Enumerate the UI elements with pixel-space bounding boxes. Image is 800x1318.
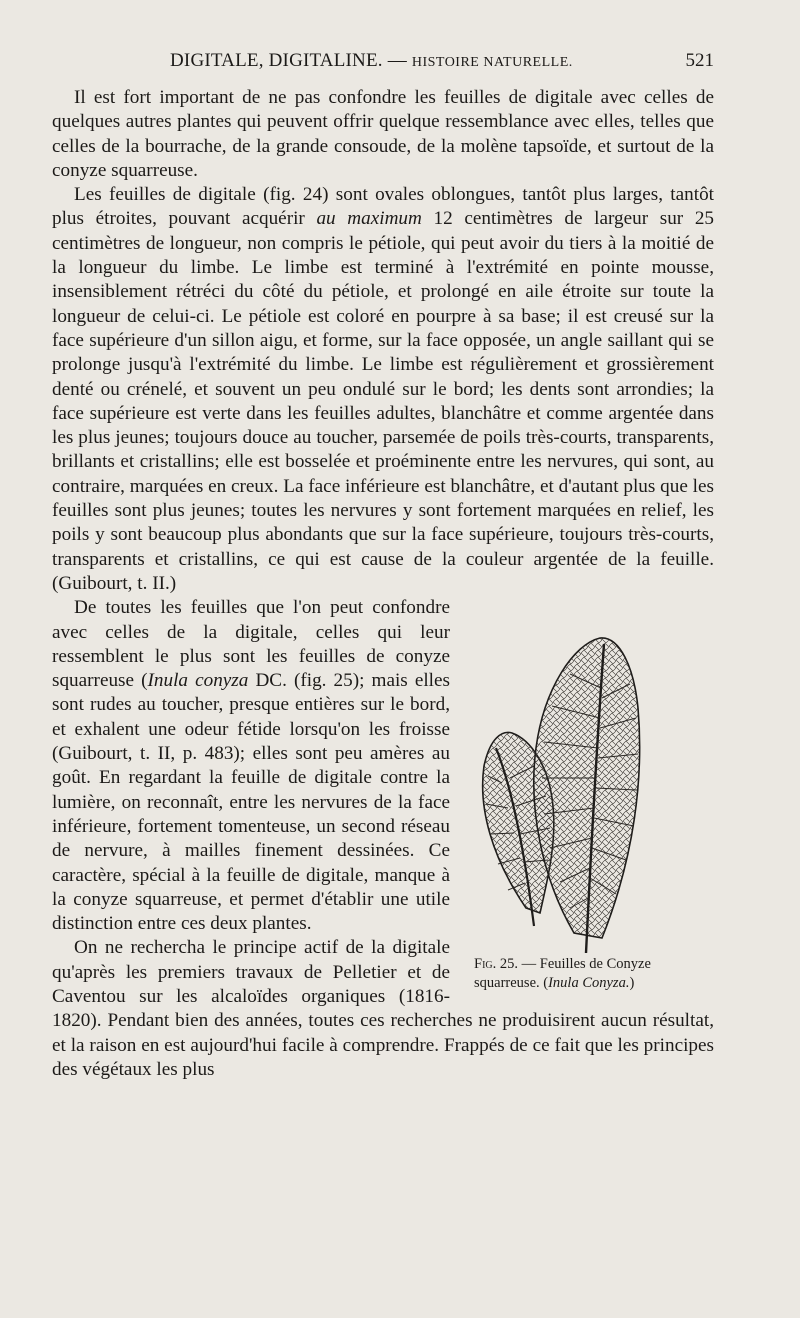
figure-label: Fig. 25. xyxy=(474,956,518,973)
figure-caption-italic: Inula Conyza. xyxy=(548,975,630,992)
paragraph-1: Il est fort important de ne pas confondre les feuilles de digitale avec celles de quelques autres plantes qui peuvent offrir quelque ressemblance avec elles, telles que celles de la bourrache, de la grande consoude, de la molène tapsoïde, et surtout de la conyze squarreuse. xyxy=(52,87,714,181)
paragraph-3-emphasis: Inula conyza xyxy=(147,670,249,692)
paragraph-2-text-b: 12 centimètres de largeur sur 25 centimètres de longueur, non compris le pétiole, qui peut avoir du tiers à la moitié de la longueur du limbe. Le limbe est terminé à l'extrémité en pointe mousse, insensiblement rétréci du côté du pétiole, et prolongé en aile étroite sur toute la longueur de celui-ci. Le pétiole est coloré en pourpre à sa base; il est creusé sur la face supérieure d'un sillon aigu, et forme, sur la face opposée, un angle saillant qui se prolonge jusqu'à l'extrémité du limbe. Le limbe est régulièrement et grossièrement denté ou crénelé, et souvent un peu ondulé sur le bord; les dents sont arrondies; la face supérieure est verte dans les feuilles adultes, blanchâtre et comme argentée dans les plus jeunes; toujours douce au toucher, parsemée de poils très-courts, transparents, brillants et cristallins; elle est bosselée et proéminente entre les nervures, qui sont, au contraire, marquées en creux. La face inférieure est blanchâtre, et d'autant plus que les feuilles sont plus jeunes; toutes les nervures y sont fortement marquées en relief, les poils y sont beaucoup plus abondants que sur la face supérieure, toujours très-courts, transparents et cristallins, ce qui est cause de la couleur argentée de la feuille. (Guibourt, t. II.) xyxy=(52,208,715,594)
figure-caption-dash: — xyxy=(518,956,540,973)
figure-caption-text: Feuilles de Conyze squarreuse. ( xyxy=(474,956,651,992)
paragraph-4: On ne rechercha le principe actif de la digitale qu'après les premiers travaux de Pelletier et de Caventou sur les alcaloïdes organiques (1816-1820). Pendant bien des années, toutes ces recherches ne produisirent aucun résultat, et la raison en est aujourd'hui facile à comprendre. Frappés de ce fait que les principes des végétaux les plus xyxy=(52,937,714,1080)
paragraph-2 xyxy=(52,183,714,596)
running-header xyxy=(52,48,714,74)
figure-caption xyxy=(474,955,714,993)
figure-caption-end: ) xyxy=(629,975,635,992)
figure-25 xyxy=(462,608,714,994)
body-text xyxy=(52,86,714,1082)
paragraph-2-emphasis: au maximum xyxy=(316,208,422,230)
header-section: HISTOIRE NATURELLE. xyxy=(411,55,573,70)
leaf-illustration xyxy=(462,608,714,953)
large-leaf-drawing xyxy=(534,638,640,953)
paragraph-3-text-a: De toutes les feuilles que l'on peut confondre avec celles de la digitale, celles qui leur ressemblent le plus sont les feuilles de conyze squarreuse ( xyxy=(52,597,450,692)
running-title xyxy=(170,48,573,76)
header-dash: — xyxy=(387,50,407,71)
paragraph-2-text-a: Les feuilles de digitale (fig. 24) sont ovales oblongues, tantôt plus larges, tantôt plus étroites, pouvant acquérir xyxy=(52,184,714,230)
page-number: 521 xyxy=(685,50,714,71)
header-title: DIGITALE, DIGITALINE. xyxy=(170,50,383,71)
paragraph-3-text-b: DC. (fig. 25); mais elles sont rudes au toucher, presque entières sur le bord, et exhalent une odeur fétide lorsqu'on les froisse (Guibourt, t. II, p. 483); elles sont peu amères au goût. En regardant la feuille de digitale contre la lumière, on reconnaît, entre les nervures de la face inférieure, fortement tomenteuse, un second réseau de nervure, à mailles finement dessinées. Ce caractère, spécial à la feuille de digitale, manque à la conyze squarreuse, et permet d'établir une utile distinction entre ces deux plantes. xyxy=(52,670,450,935)
